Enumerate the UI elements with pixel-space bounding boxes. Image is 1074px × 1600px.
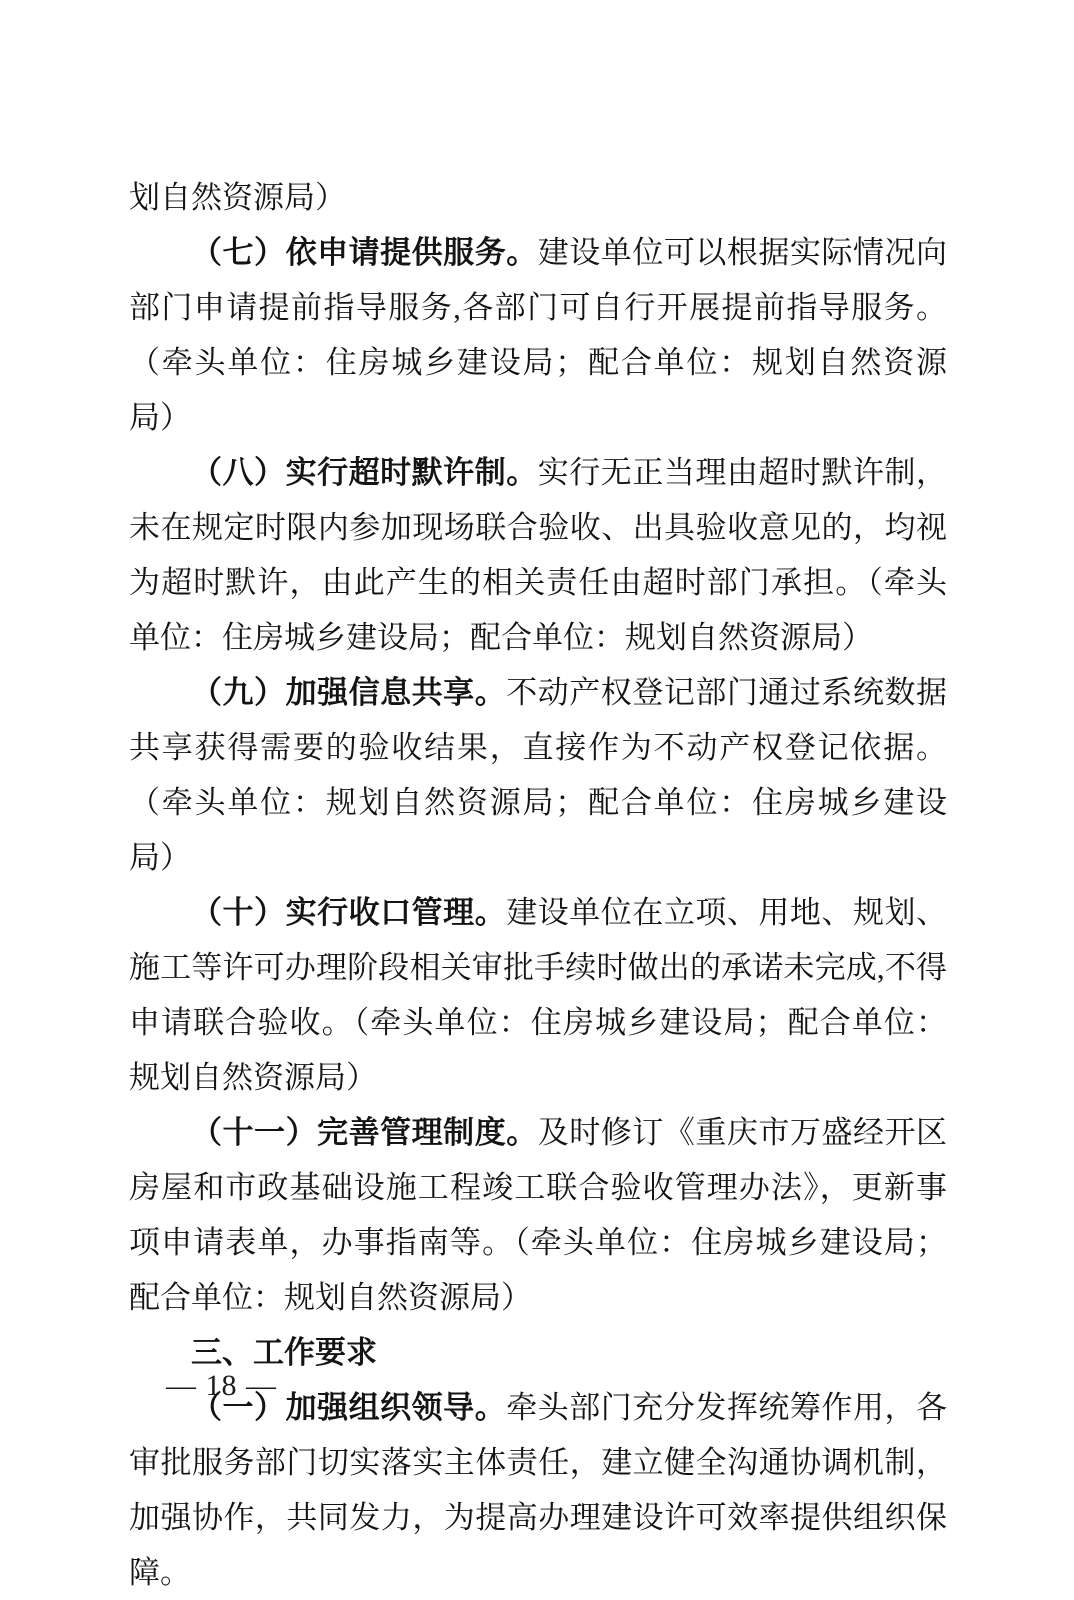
paragraph-item-7 (129, 225, 947, 445)
item-title: （九）加强信息共享。 (191, 675, 507, 710)
body-text: 建设单位在立项、用地、规划、施工等许可办理阶段相关审批手续时做出的承诺未完成,不得申请联合验收。（牵头单位：住房城乡建设局；配合单位：规划自然资源局） (129, 895, 947, 1095)
page-number: — 18 — (166, 1369, 277, 1402)
paragraph-item-8 (129, 445, 947, 665)
paragraph-item-9 (129, 665, 947, 885)
item-title: （八）实行超时默许制。 (191, 455, 538, 490)
body-text: 实行无正当理由超时默许制，未在规定时限内参加现场联合验收、出具验收意见的，均视为超时默许，由此产生的相关责任由超时部门承担。（牵头单位：住房城乡建设局；配合单位：规划自然资源局） (129, 455, 948, 655)
paragraph-item-11 (129, 1105, 947, 1325)
paragraph-continuation (129, 170, 947, 225)
item-title: （七）依申请提供服务。 (191, 235, 538, 270)
item-title: （一）加强组织领导。 (191, 1390, 507, 1425)
section-heading-text: 三、工作要求 (191, 1335, 377, 1370)
body-text: 划自然资源局） (129, 180, 346, 215)
body-text: 牵头部门充分发挥统筹作用，各审批服务部门切实落实主体责任，建立健全沟通协调机制，加强协作，共同发力，为提高办理建设许可效率提供组织保障。 (129, 1390, 947, 1590)
body-text: 建设单位可以根据实际情况向部门申请提前指导服务,各部门可自行开展提前指导服务。（牵头单位：住房城乡建设局；配合单位：规划自然资源局） (129, 235, 948, 435)
paragraph-item-10 (129, 885, 947, 1105)
body-text: 不动产权登记部门通过系统数据共享获得需要的验收结果，直接作为不动产权登记依据。（牵头单位：规划自然资源局；配合单位：住房城乡建设局） (129, 675, 947, 875)
paragraph-item-1 (129, 1380, 947, 1600)
body-text: 及时修订《重庆市万盛经开区房屋和市政基础设施工程竣工联合验收管理办法》，更新事项申请表单，办事指南等。（牵头单位：住房城乡建设局；配合单位：规划自然资源局） (129, 1115, 948, 1315)
item-title: （十）实行收口管理。 (191, 895, 507, 930)
item-title: （十一）完善管理制度。 (191, 1115, 538, 1150)
